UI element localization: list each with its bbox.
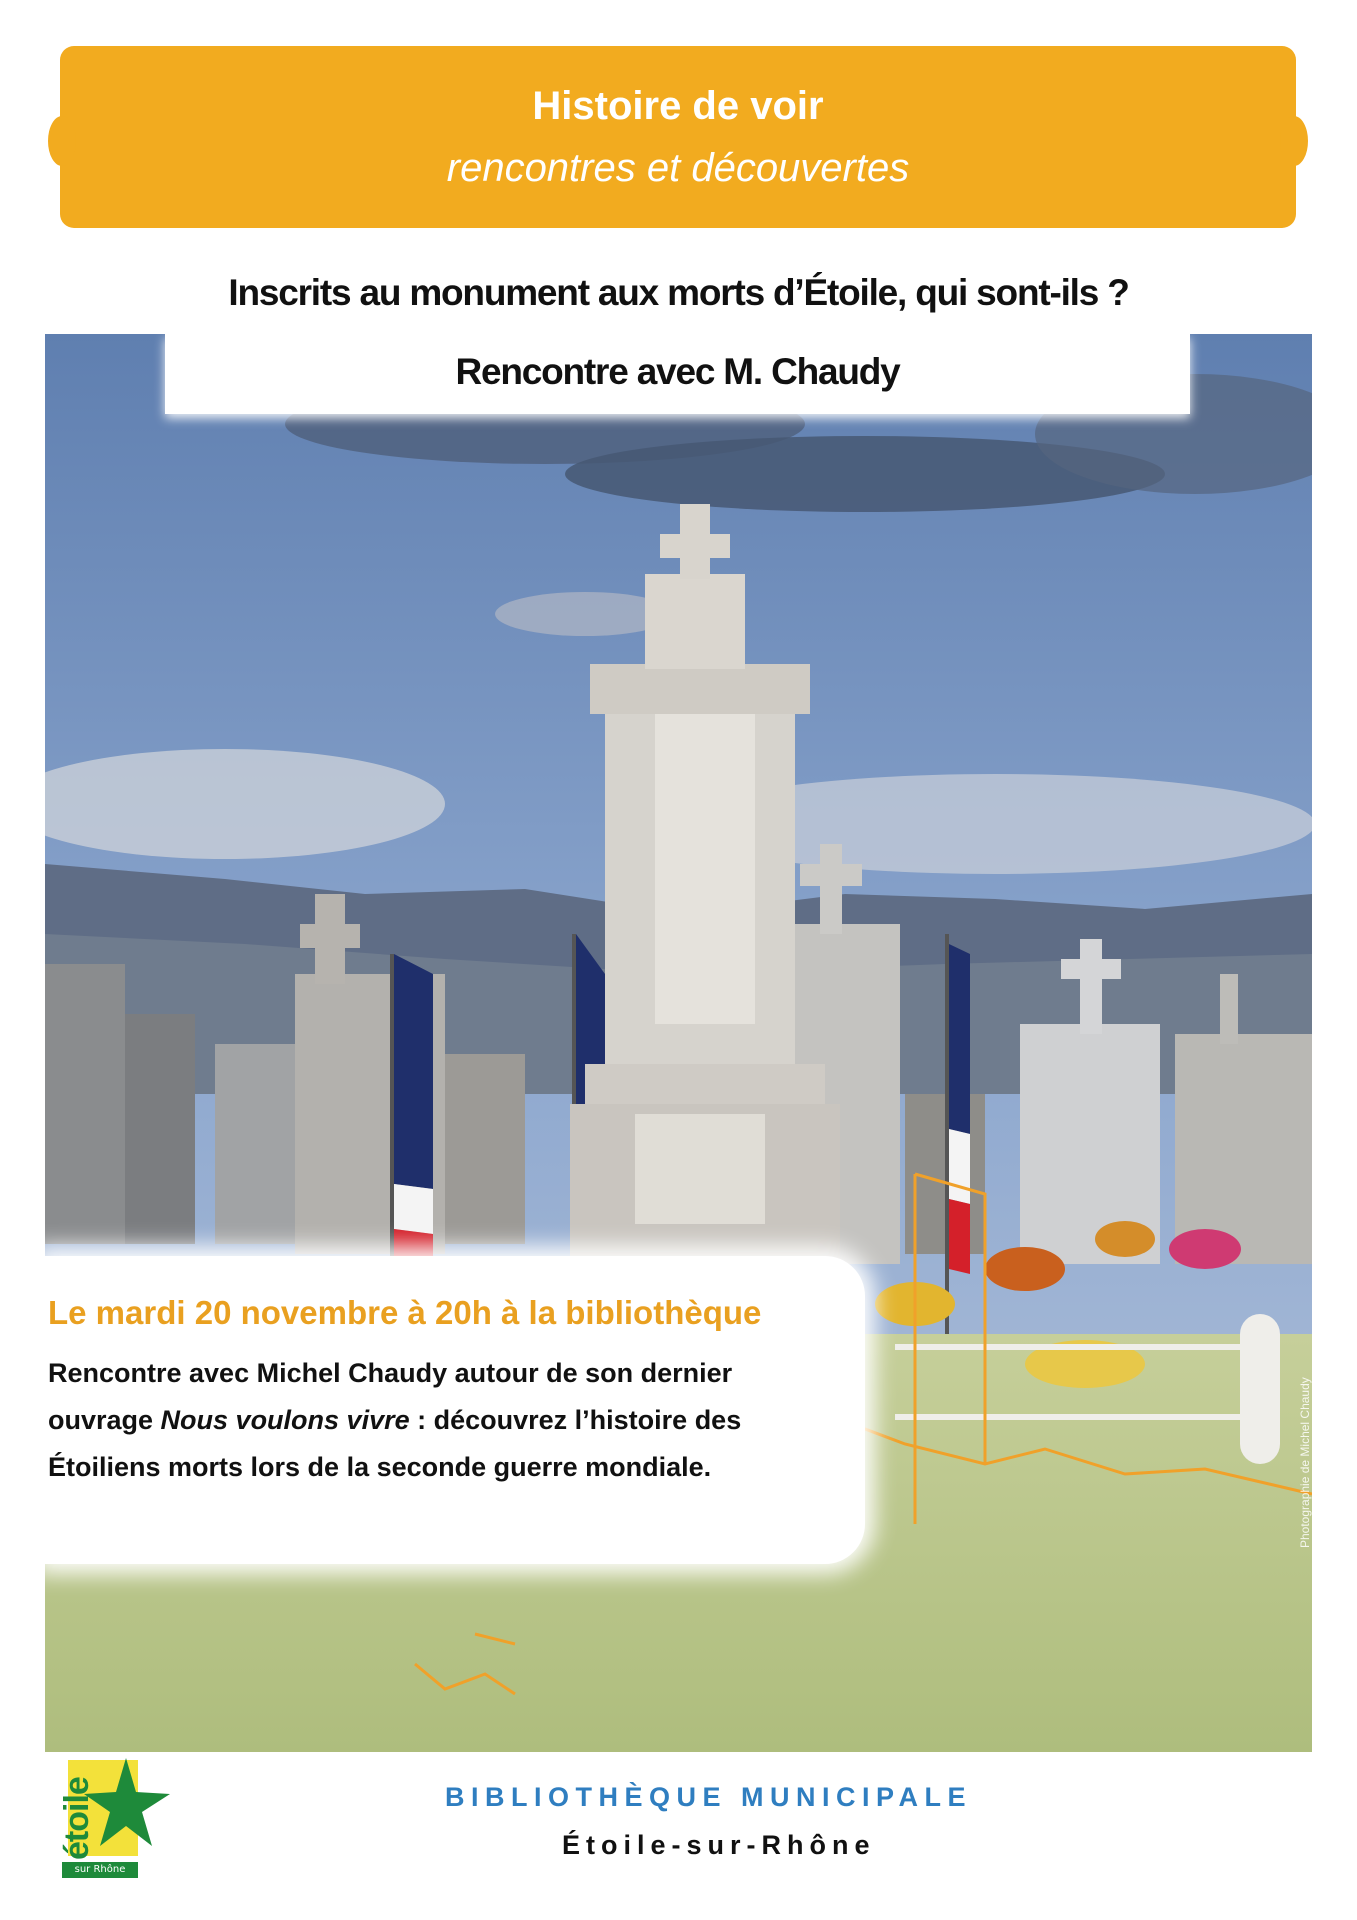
banner-subtitle: rencontres et découvertes (446, 146, 910, 190)
event-text-after: : découvrez l’histoire des Étoiliens morts lors de la seconde guerre mondiale. (48, 1405, 742, 1482)
photo-credit: Photographie de Michel Chaudy (1298, 1377, 1312, 1548)
event-description (48, 1350, 838, 1491)
banner-title: Histoire de voir (532, 84, 824, 128)
header-banner (60, 46, 1296, 228)
event-info-box (45, 1256, 865, 1564)
town-logo (54, 1752, 172, 1880)
headline: Inscrits au monument aux morts d’Étoile, qui sont-ils ? (228, 272, 1129, 313)
event-text-before: Rencontre avec Michel Chaudy autour de son dernier ouvrage (48, 1358, 733, 1435)
subtitle-box (165, 334, 1190, 414)
event-date: Le mardi 20 novembre à 20h à la bibliothèque (48, 1294, 762, 1331)
event-work-title: Nous voulons vivre (160, 1405, 410, 1435)
logo-tagline: sur Rhône (62, 1862, 138, 1878)
subtitle: Rencontre avec M. Chaudy (455, 351, 900, 392)
logo-word: étoile (58, 1777, 96, 1860)
town-name: Étoile-sur-Rhône (562, 1830, 876, 1860)
library-name: BIBLIOTHÈQUE MUNICIPALE (445, 1782, 972, 1812)
